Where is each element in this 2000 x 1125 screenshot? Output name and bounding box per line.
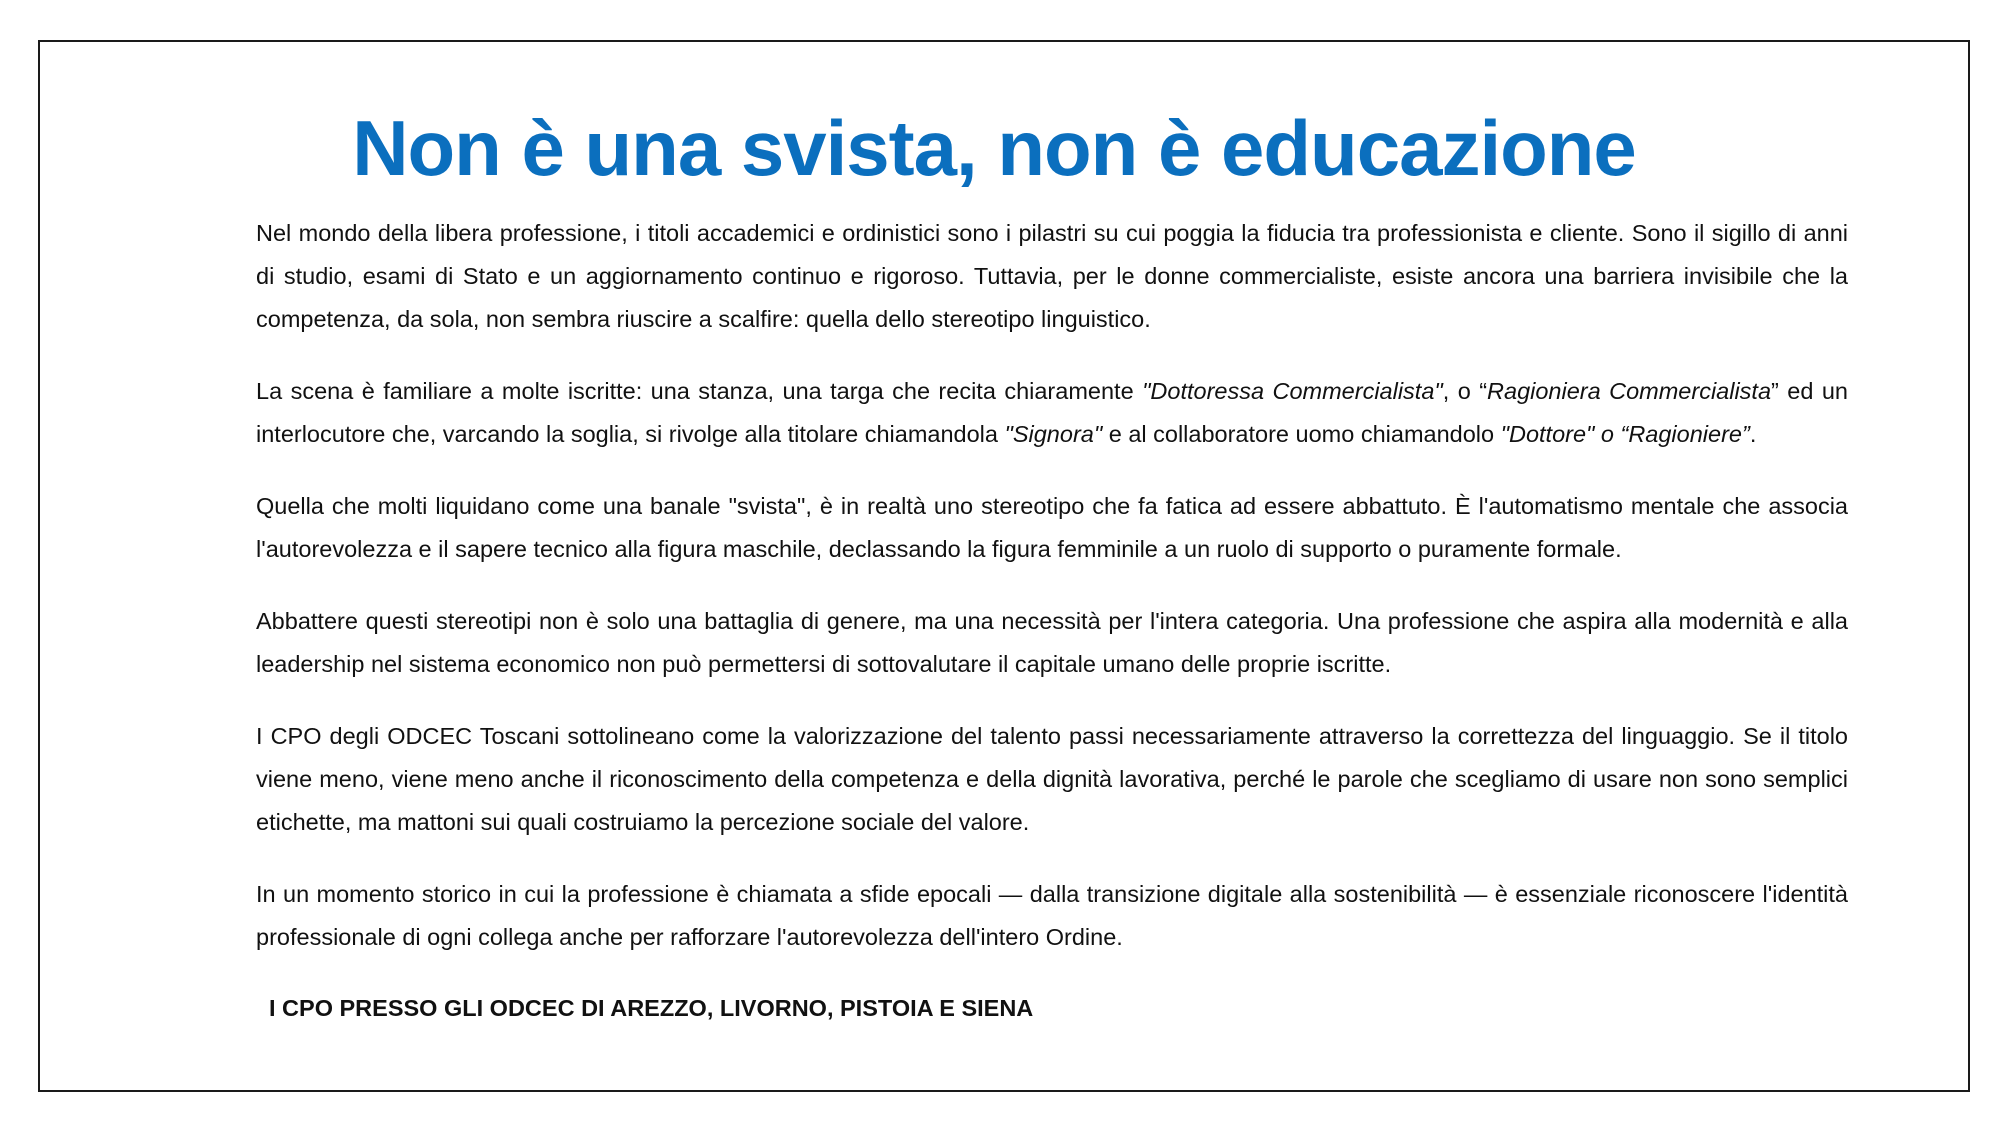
paragraph-2	[256, 370, 1848, 456]
paragraph-2-italic-3: "Signora"	[1004, 421, 1103, 447]
paragraph-2-text-4: e al collaboratore uomo chiamandolo	[1102, 421, 1501, 447]
signature: I CPO PRESSO GLI ODCEC DI AREZZO, LIVORNO, PISTOIA E SIENA	[269, 995, 1034, 1021]
paragraph-2-text-3: ” ed un interlocutore che, varcando la soglia, si rivolge alla titolare chiamandola	[256, 378, 1849, 447]
document-frame	[38, 40, 1970, 1092]
paragraph-5: I CPO degli ODCEC Toscani sottolineano come la valorizzazione del talento passi necessariamente attraverso la correttezza del linguaggio. Se il titolo viene meno, viene meno anche il riconoscimento della competenza e della dignità lavorativa, perché le parole che scegliamo di usare non sono semplici etichette, ma mattoni sui quali costruiamo la percezione sociale del valore.	[256, 723, 1848, 835]
paragraph-2-text-1: La scena è familiare a molte iscritte: una stanza, una targa che recita chiaramente	[256, 378, 1143, 404]
paragraph-2-italic-1: "Dottoressa Commercialista"	[1142, 378, 1443, 404]
paragraph-2-italic-2: Ragioniera Commercialista	[1487, 378, 1772, 404]
paragraph-4: Abbattere questi stereotipi non è solo una battaglia di genere, ma una necessità per l'intera categoria. Una professione che aspira alla modernità e alla leadership nel sistema economico non può permettersi di sottovalutare il capitale umano delle proprie iscritte.	[256, 608, 1848, 677]
article-body	[256, 212, 1848, 1028]
paragraph-2-text-5: .	[1749, 421, 1757, 447]
paragraph-3: Quella che molti liquidano come una banale "svista", è in realtà uno stereotipo che fa fatica ad essere abbattuto. È l'automatismo mentale che associa l'autorevolezza e il sapere tecnico alla figura maschile, declassando la figura femminile a un ruolo di supporto o puramente formale.	[256, 493, 1848, 562]
paragraph-2-italic-4: "Dottore" o “Ragioniere”	[1500, 421, 1750, 447]
paragraph-1: Nel mondo della libera professione, i titoli accademici e ordinistici sono i pilastri su cui poggia la fiducia tra professionista e cliente. Sono il sigillo di anni di studio, esami di Stato e un aggiornamento continuo e rigoroso. Tuttavia, per le donne commercialiste, esiste ancora una barriera invisibile che la competenza, da sola, non sembra riuscire a scalfire: quella dello stereotipo linguistico.	[256, 220, 1848, 332]
page-title: Non è una svista, non è educazione	[352, 104, 1636, 192]
paragraph-6: In un momento storico in cui la professione è chiamata a sfide epocali — dalla transizione digitale alla sostenibilità — è essenziale riconoscere l'identità professionale di ogni collega anche per rafforzare l'autorevolezza dell'intero Ordine.	[256, 881, 1848, 950]
paragraph-2-text-2: , o “	[1442, 378, 1488, 404]
